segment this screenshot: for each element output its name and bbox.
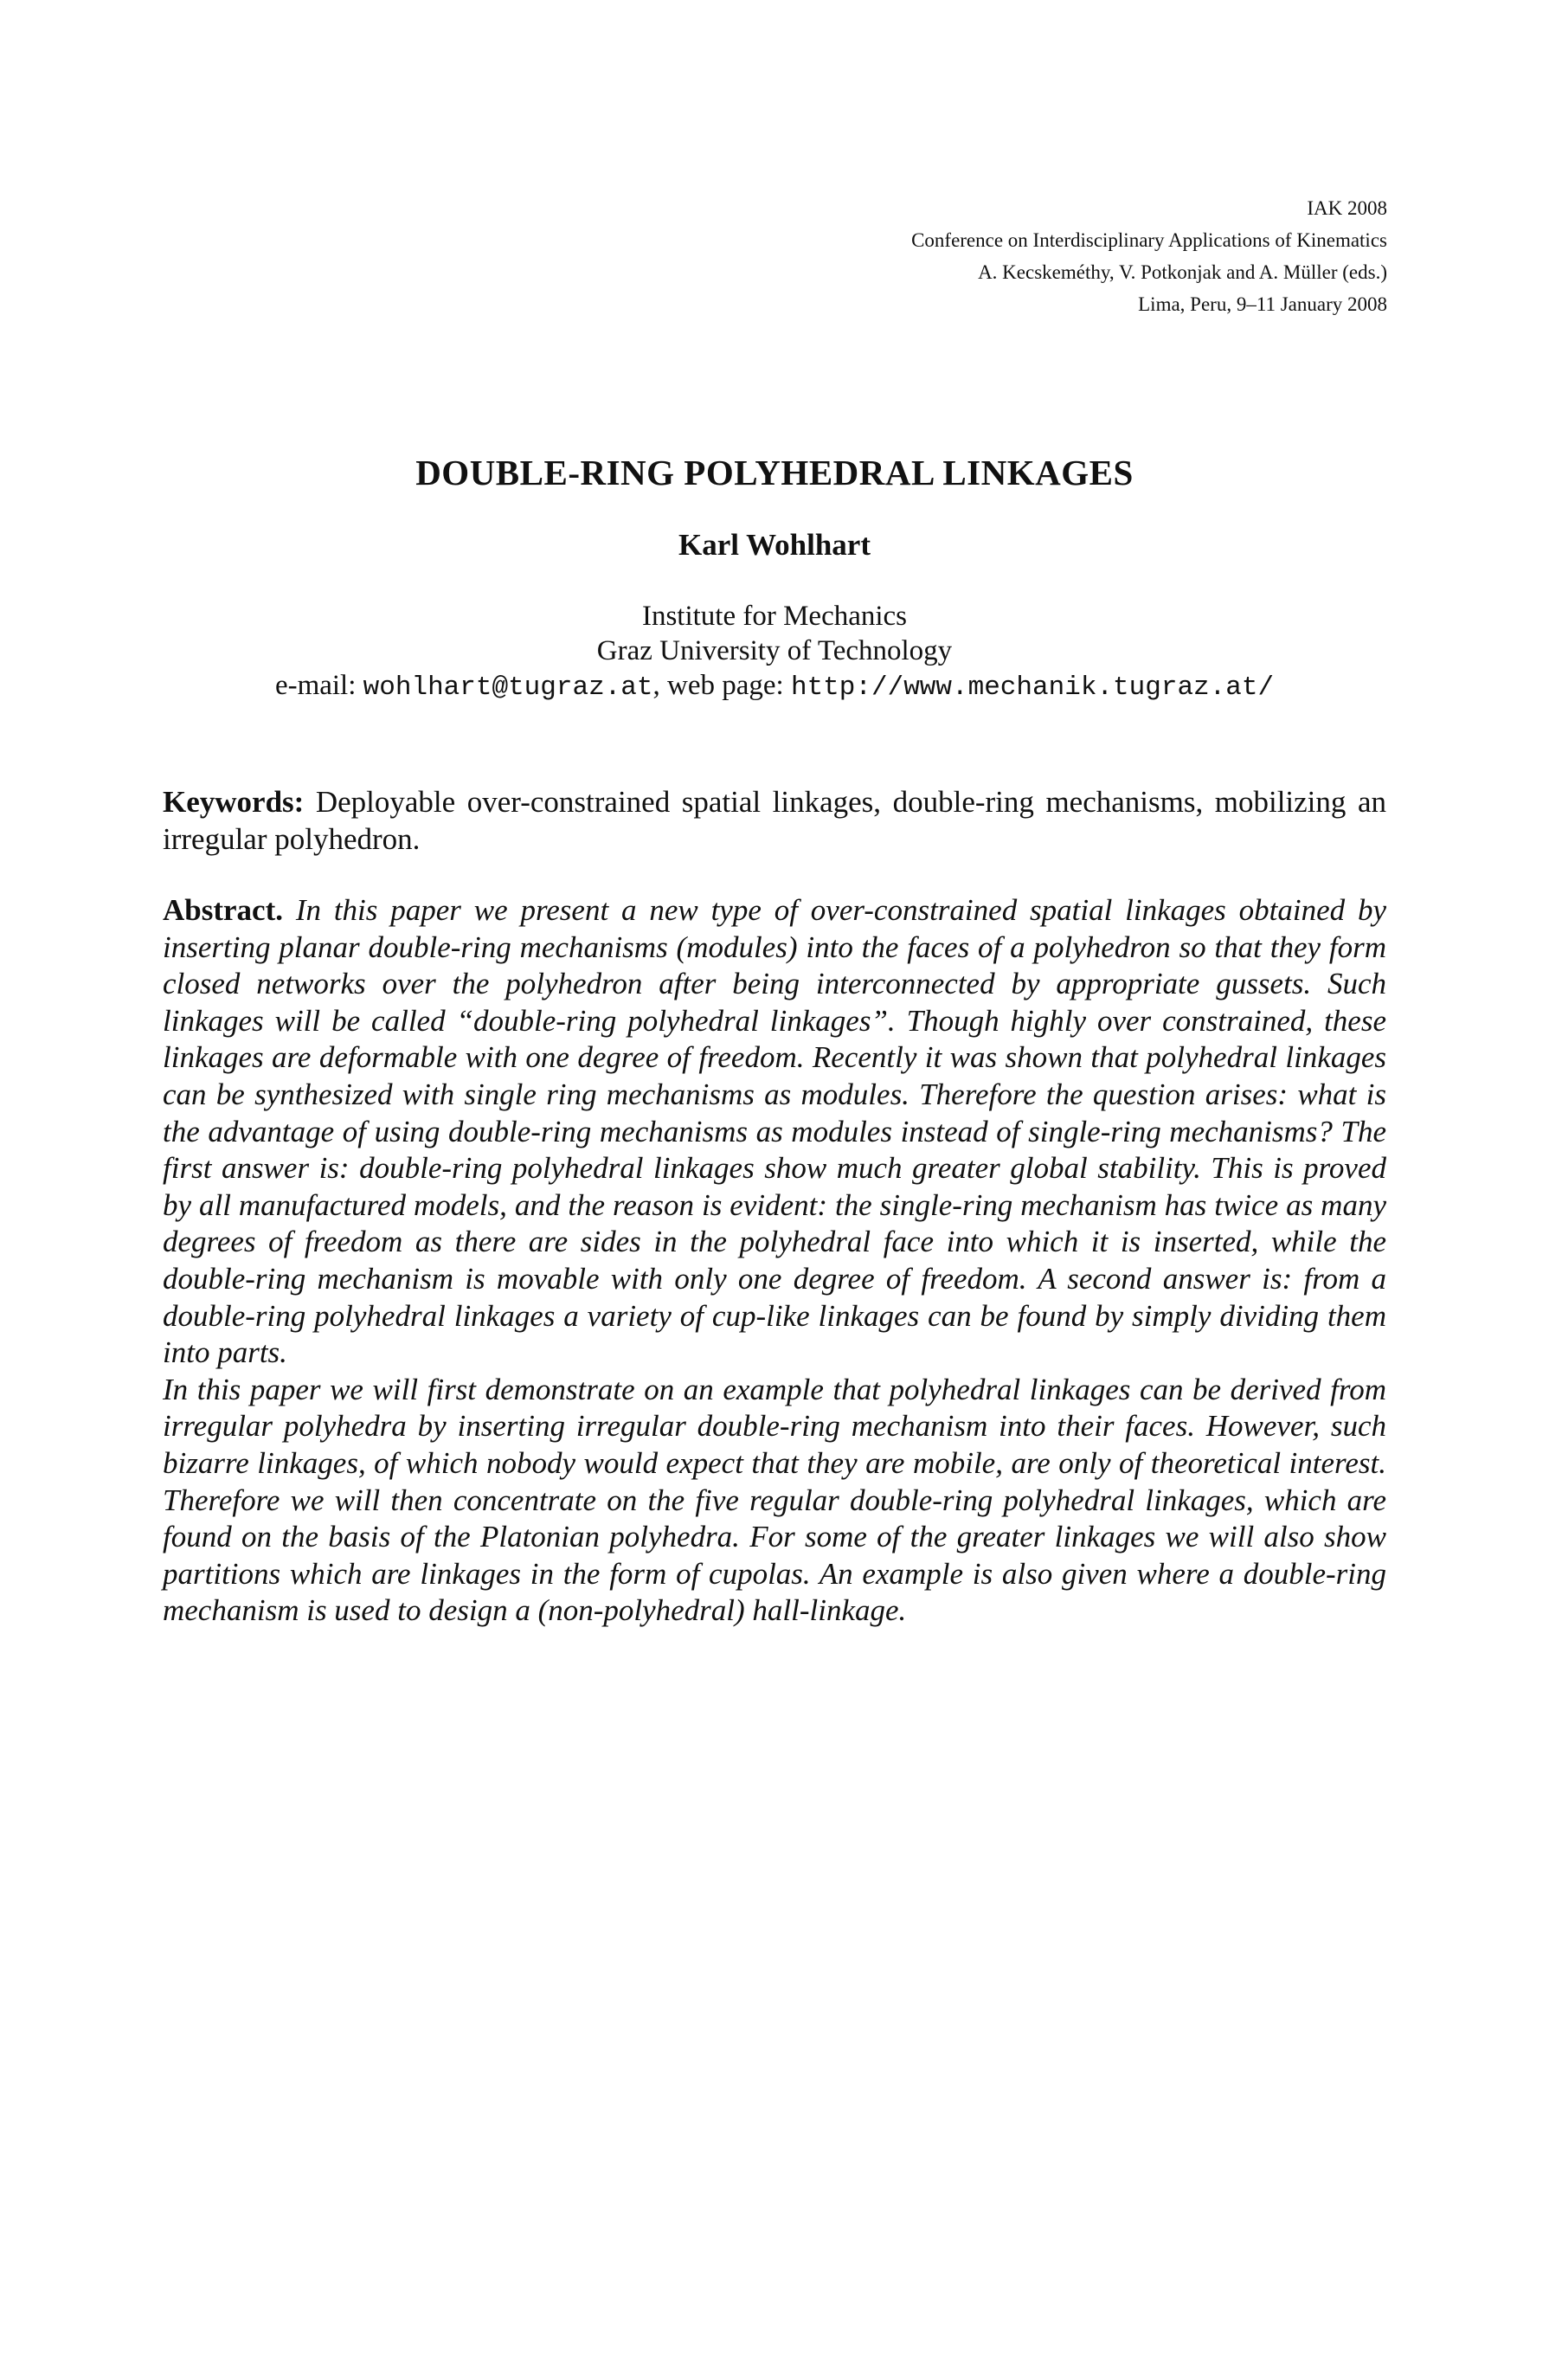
abstract-section xyxy=(163,892,1386,1630)
abstract-paragraph-1 xyxy=(163,892,1386,1372)
conference-header xyxy=(911,192,1387,320)
paper-title: DOUBLE-RING POLYHEDRAL LINKAGES xyxy=(415,453,1134,492)
keywords-label: Keywords: xyxy=(163,785,305,819)
keywords-section xyxy=(163,783,1386,858)
affiliation xyxy=(0,599,1549,705)
conference-id: IAK 2008 xyxy=(1307,197,1387,219)
email-label: e-mail: xyxy=(274,670,363,701)
conference-name: Conference on Interdisciplinary Applications of Kinematics xyxy=(911,229,1387,251)
abstract-text-2: In this paper we will first demonstrate on an example that polyhedral linkages can be derived from irregular polyhedra by inserting irregular double-ring mechanism into their faces. However, such bizarre linkages, of which nobody would expect that they are mobile, are only of theoretical interest. Therefore we will then concentrate on the five regular double-ring polyhedral linkages, which are found on the basis of the Platonian polyhedra. For some of the greater linkages we will also show partitions which are linkages in the form of cupolas. An example is also given where a double-ring mechanism is used to design a (non-polyhedral) hall-linkage. xyxy=(163,1372,1386,1628)
conference-location-date: Lima, Peru, 9–11 January 2008 xyxy=(1138,293,1387,315)
abstract-label: Abstract. xyxy=(163,893,283,927)
author-name: Karl Wohlhart xyxy=(678,528,871,562)
keywords-text: Deployable over-constrained spatial linkages, double-ring mechanisms, mobilizing an irregular polyhedron. xyxy=(163,785,1386,856)
web-link[interactable]: http://www.mechanik.tugraz.at/ xyxy=(790,672,1275,703)
abstract-paragraph-2 xyxy=(163,1372,1386,1630)
conference-editors: A. Kecskeméthy, V. Potkonjak and A. Müller (eds.) xyxy=(978,261,1387,283)
contact-line xyxy=(0,668,1549,705)
web-label: , web page: xyxy=(652,670,791,701)
institute: Institute for Mechanics xyxy=(641,601,908,632)
university: Graz University of Technology xyxy=(596,635,953,666)
abstract-text-1: In this paper we present a new type of over-constrained spatial linkages obtained by inserting planar double-ring mechanisms (modules) into the faces of a polyhedron so that they form closed networks over the polyhedron after being interconnected by appropriate gussets. Such linkages will be called “double-ring polyhedral linkages”. Though highly over constrained, these linkages are deformable with one degree of freedom. Recently it was shown that polyhedral linkages can be synthesized with single ring mechanisms as modules. Therefore the question arises: what is the advantage of using double-ring mechanisms as modules instead of single-ring mechanisms? The first answer is: double-ring polyhedral linkages show much greater global stability. This is proved by all manufactured models, and the reason is evident: the single-ring mechanism has twice as many degrees of freedom as there are sides in the polyhedral face into which it is inserted, while the double-ring mechanism is movable with only one degree of freedom. A second answer is: from a double-ring polyhedral linkages a variety of cup-like linkages can be found by simply dividing them into parts. xyxy=(163,893,1386,1370)
email-link[interactable]: wohlhart@tugraz.at xyxy=(363,672,653,703)
